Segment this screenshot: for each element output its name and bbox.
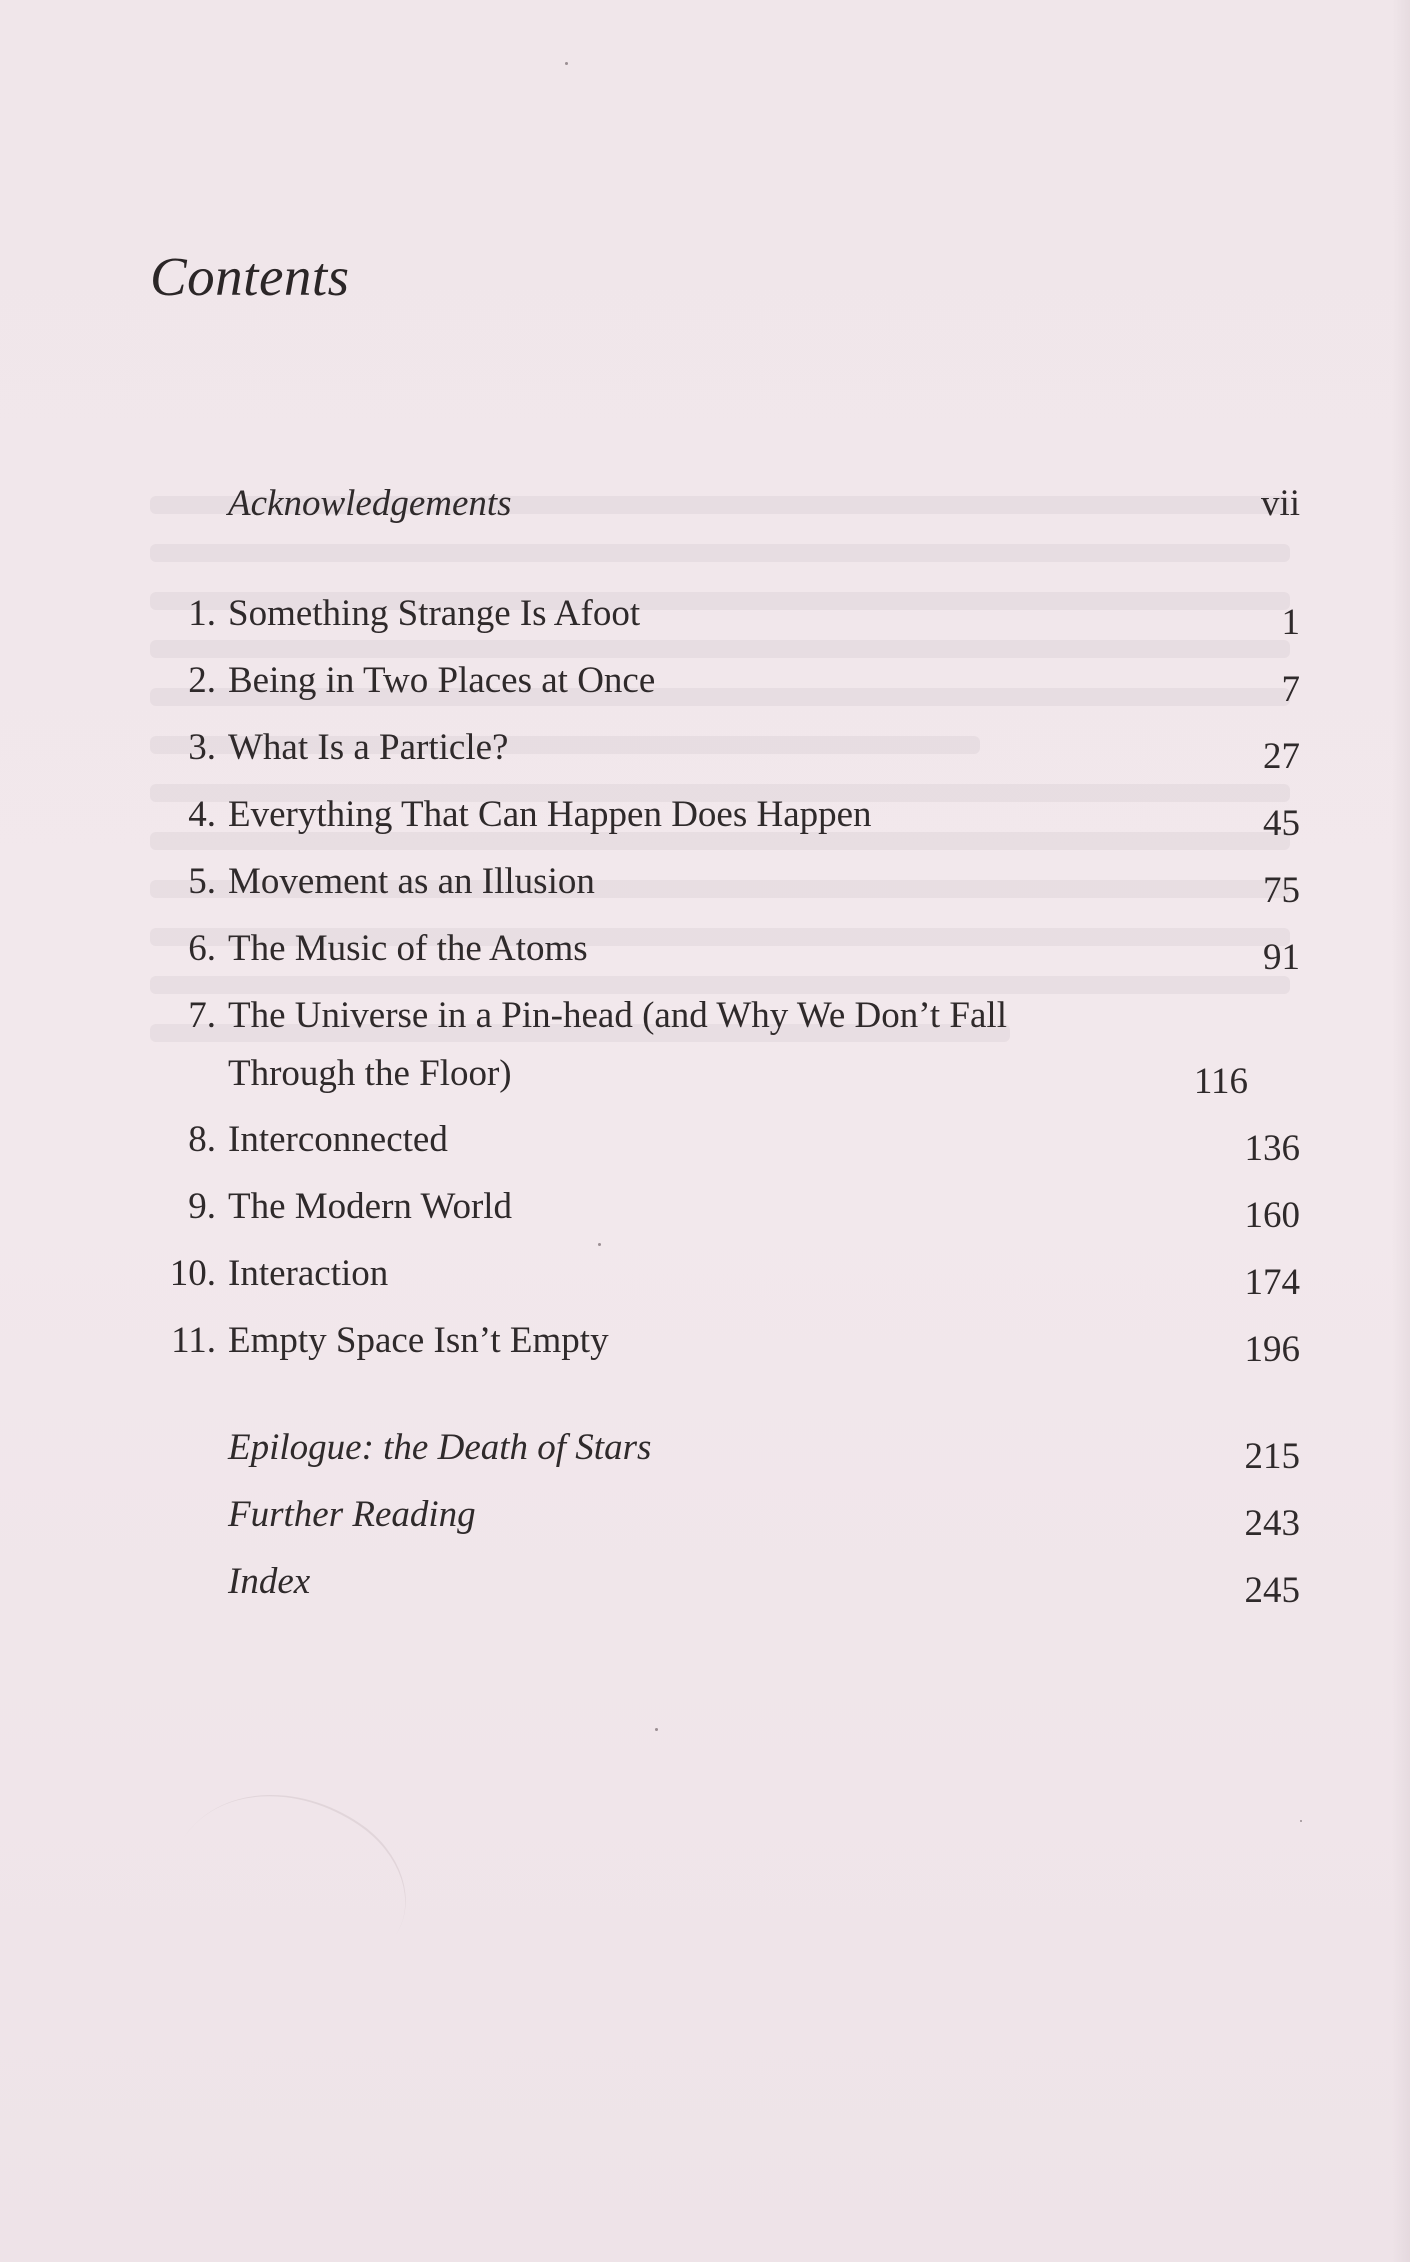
entry-title: Movement as an Illusion xyxy=(228,861,595,902)
toc-entry-chapter-2[interactable] xyxy=(150,652,1300,719)
entry-title: Acknowledgements xyxy=(228,483,512,524)
toc-entry-chapter-3[interactable] xyxy=(150,719,1300,786)
paper-speck xyxy=(1300,1820,1302,1822)
entry-page: 174 xyxy=(1244,1262,1300,1303)
entry-number: 3. xyxy=(188,727,216,768)
entry-number: 8. xyxy=(188,1119,216,1160)
entry-number: 10. xyxy=(169,1253,216,1294)
toc-entry-chapter-6[interactable] xyxy=(150,920,1300,987)
toc-entry-acknowledgements[interactable] xyxy=(150,475,1300,533)
toc-entry-chapter-7[interactable] xyxy=(150,987,1300,1111)
entry-title: Everything That Can Happen Does Happen xyxy=(228,794,872,835)
entry-title: Further Reading xyxy=(228,1494,476,1535)
entry-title-line-2: Through the Floor) xyxy=(228,1053,512,1094)
toc-entry-chapter-10[interactable] xyxy=(150,1245,1300,1312)
entry-page: 245 xyxy=(1244,1570,1300,1611)
entry-title: The Music of the Atoms xyxy=(228,928,588,969)
entry-page: 196 xyxy=(1244,1329,1300,1370)
entry-page: 160 xyxy=(1244,1195,1300,1236)
toc-entry-index[interactable] xyxy=(150,1553,1300,1620)
paper-scratch xyxy=(144,1746,436,2025)
paper-speck xyxy=(655,1728,658,1731)
toc-entry-chapter-11[interactable] xyxy=(150,1312,1300,1379)
entry-title: Interaction xyxy=(228,1253,389,1294)
entry-number: 9. xyxy=(188,1186,216,1227)
entry-page: 116 xyxy=(1193,1061,1248,1102)
entry-title: Interconnected xyxy=(228,1119,448,1160)
entry-title: Being in Two Places at Once xyxy=(228,660,656,701)
entry-title: The Modern World xyxy=(228,1186,513,1227)
toc-entry-chapter-8[interactable] xyxy=(150,1111,1300,1178)
toc-entry-epilogue[interactable] xyxy=(150,1419,1300,1486)
table-of-contents xyxy=(150,475,1300,1620)
paper-speck xyxy=(565,62,568,65)
entry-title: Epilogue: the Death of Stars xyxy=(228,1427,652,1468)
entry-number: 11. xyxy=(171,1320,216,1361)
section-gap xyxy=(150,1379,1300,1419)
entry-page: 27 xyxy=(1263,736,1300,777)
entry-title-line-1: The Universe in a Pin-head (and Why We Don’t Fall xyxy=(228,995,1007,1036)
toc-entry-chapter-5[interactable] xyxy=(150,853,1300,920)
entry-page: 215 xyxy=(1244,1436,1300,1477)
entry-page: 136 xyxy=(1244,1128,1300,1169)
entry-number: 5. xyxy=(188,861,216,902)
entry-title: What Is a Particle? xyxy=(228,727,509,768)
toc-entry-chapter-9[interactable] xyxy=(150,1178,1300,1245)
entry-page: 1 xyxy=(1281,602,1300,643)
entry-page: 91 xyxy=(1263,937,1300,978)
entry-page: vii xyxy=(1260,483,1300,524)
entry-number: 2. xyxy=(188,660,216,701)
entry-number: 1. xyxy=(188,593,216,634)
entry-page: 7 xyxy=(1281,669,1300,710)
entry-page: 45 xyxy=(1263,803,1300,844)
paper-speck xyxy=(598,1243,601,1246)
entry-title xyxy=(228,987,1128,1103)
entry-number: 7. xyxy=(188,995,216,1036)
toc-entry-further-reading[interactable] xyxy=(150,1486,1300,1553)
entry-page: 75 xyxy=(1263,870,1300,911)
entry-title: Index xyxy=(228,1561,311,1602)
entry-number: 4. xyxy=(188,794,216,835)
entry-page: 243 xyxy=(1244,1503,1300,1544)
page-edge-shadow xyxy=(1392,0,1410,2262)
toc-entry-chapter-4[interactable] xyxy=(150,786,1300,853)
entry-number: 6. xyxy=(188,928,216,969)
toc-entry-chapter-1[interactable] xyxy=(150,585,1300,652)
entry-title: Empty Space Isn’t Empty xyxy=(228,1320,609,1361)
entry-title: Something Strange Is Afoot xyxy=(228,593,641,634)
page-title: Contents xyxy=(150,246,350,307)
